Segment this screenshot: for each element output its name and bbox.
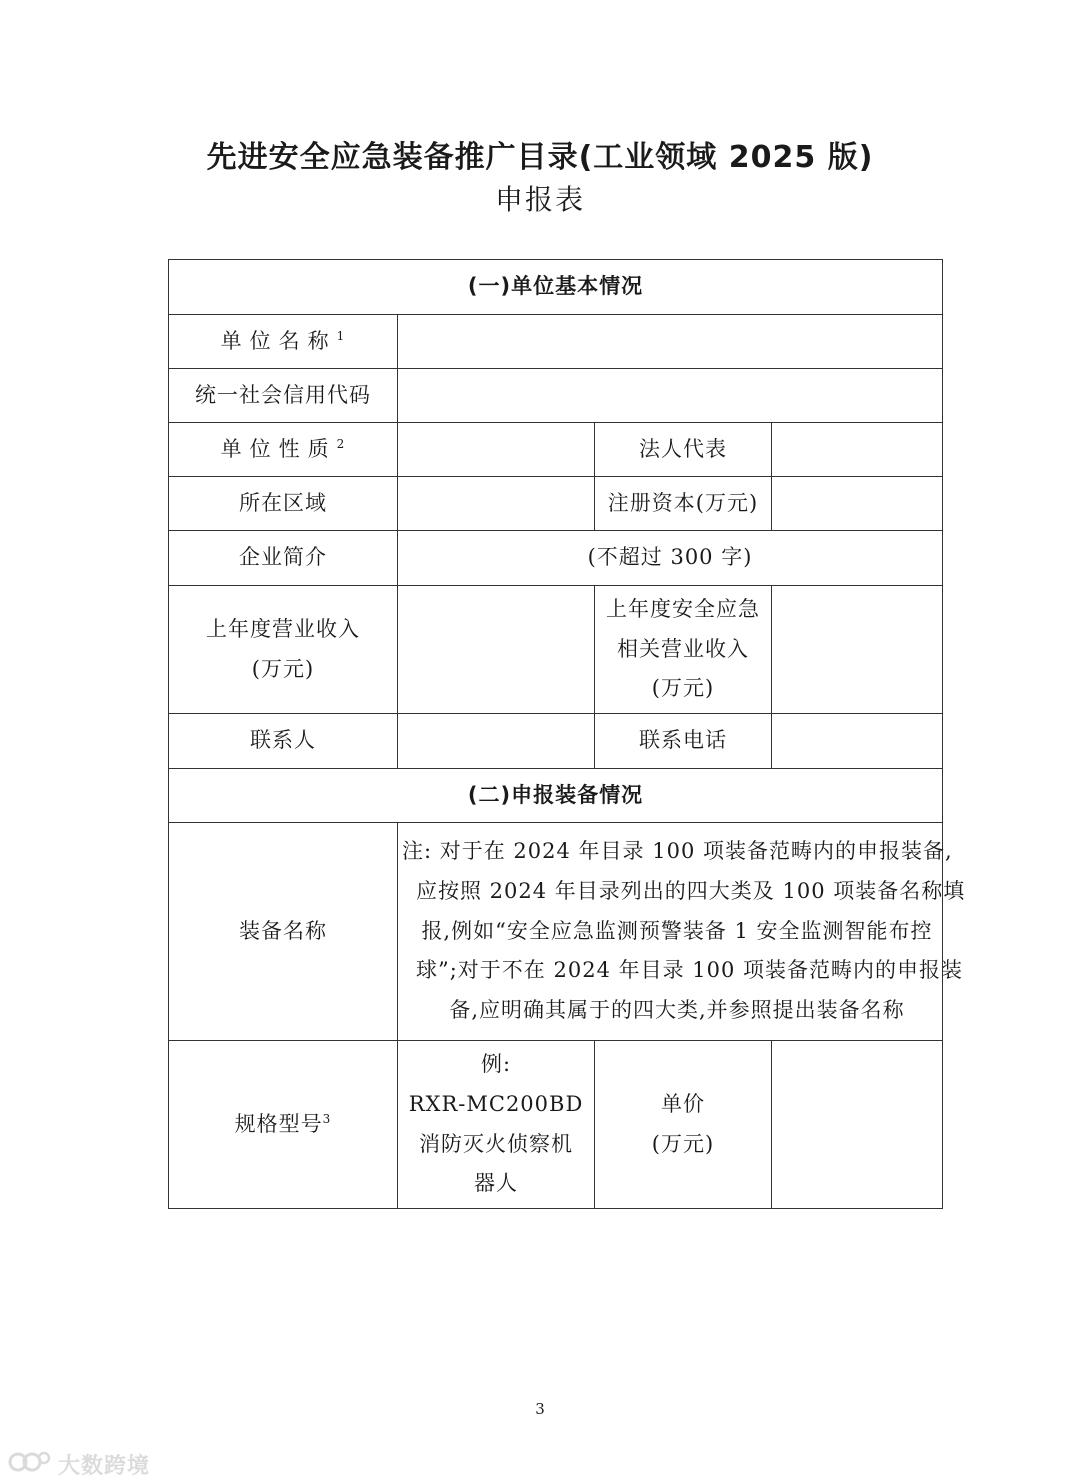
note-line: 备,应明确其属于的四大类,并参照提出装备名称 [449,998,905,1023]
company-intro-field[interactable]: (不超过 300 字) [398,531,943,586]
watermark-text: 大数跨境 [58,1453,151,1479]
credit-code-label: 统一社会信用代码 [169,369,398,423]
watermark-logo-icon [8,1450,52,1478]
unit-nature-field[interactable] [398,423,595,477]
legal-rep-label: 法人代表 [595,423,772,477]
legal-rep-field[interactable] [772,423,943,477]
watermark [8,1450,150,1478]
table-row [169,423,943,477]
footnote-marker: 3 [322,1111,332,1126]
model-field[interactable]: 例: RXR-MC200BD 消防灭火侦察机 器人 [398,1041,595,1209]
contact-label: 联系人 [169,714,398,769]
model-label: 规格型号$^3$ [169,1041,398,1209]
form-title: 先进安全应急装备推广目录(工业领域 2025 版) [206,140,874,175]
footnote-marker: 2 [336,436,346,451]
footnote-marker: 1 [336,328,346,343]
table-row [169,1041,943,1209]
table-row [169,586,943,714]
unit-name-label: 单位名称$^1$ [169,315,398,369]
safety-revenue-label: 上年度安全应急 相关营业收入 (万元) [595,586,772,714]
registered-capital-label: 注册资本(万元) [595,477,772,531]
section1-header-row [169,260,943,315]
equipment-name-label: 装备名称 [169,823,398,1041]
unit-price-label: 单价 (万元) [595,1041,772,1209]
contact-field[interactable] [398,714,595,769]
note-line: 报,例如“安全应急监测预警装备 1 安全监测智能布控 [421,918,933,943]
equipment-name-field[interactable] [398,823,966,1041]
company-intro-label: 企业简介 [169,531,398,586]
form-subtitle: 申报表 [494,183,585,216]
revenue-field[interactable] [398,586,595,714]
revenue-label: 上年度营业收入 (万元) [169,586,398,714]
table-row [169,531,943,586]
region-label: 所在区域 [169,477,398,531]
page-number: 3 [535,1400,545,1418]
unit-nature-label: 单位性质$^2$ [169,423,398,477]
note-line: 应按照 2024 年目录列出的四大类及 100 项装备名称填 [416,878,966,903]
unit-name-field[interactable] [398,315,943,369]
safety-revenue-field[interactable] [772,586,943,714]
table-row [169,477,943,531]
table-row [169,315,943,369]
note-line: 球”;对于不在 2024 年目录 100 项装备范畴内的申报装 [416,958,964,983]
region-field[interactable] [398,477,595,531]
section1-heading: (一)单位基本情况 [169,260,943,315]
phone-field[interactable] [772,714,943,769]
unit-price-field[interactable] [772,1041,943,1209]
credit-code-field[interactable] [398,369,943,423]
registered-capital-field[interactable] [772,477,943,531]
section2-heading: (二)申报装备情况 [169,769,943,823]
section2-header-row [169,769,943,823]
table-row [169,823,943,1041]
note-line: 注: 对于在 2024 年目录 100 项装备范畴内的申报装备, [402,838,953,863]
application-form-table [168,259,966,1209]
table-row [169,714,943,769]
phone-label: 联系电话 [595,714,772,769]
table-row [169,369,943,423]
